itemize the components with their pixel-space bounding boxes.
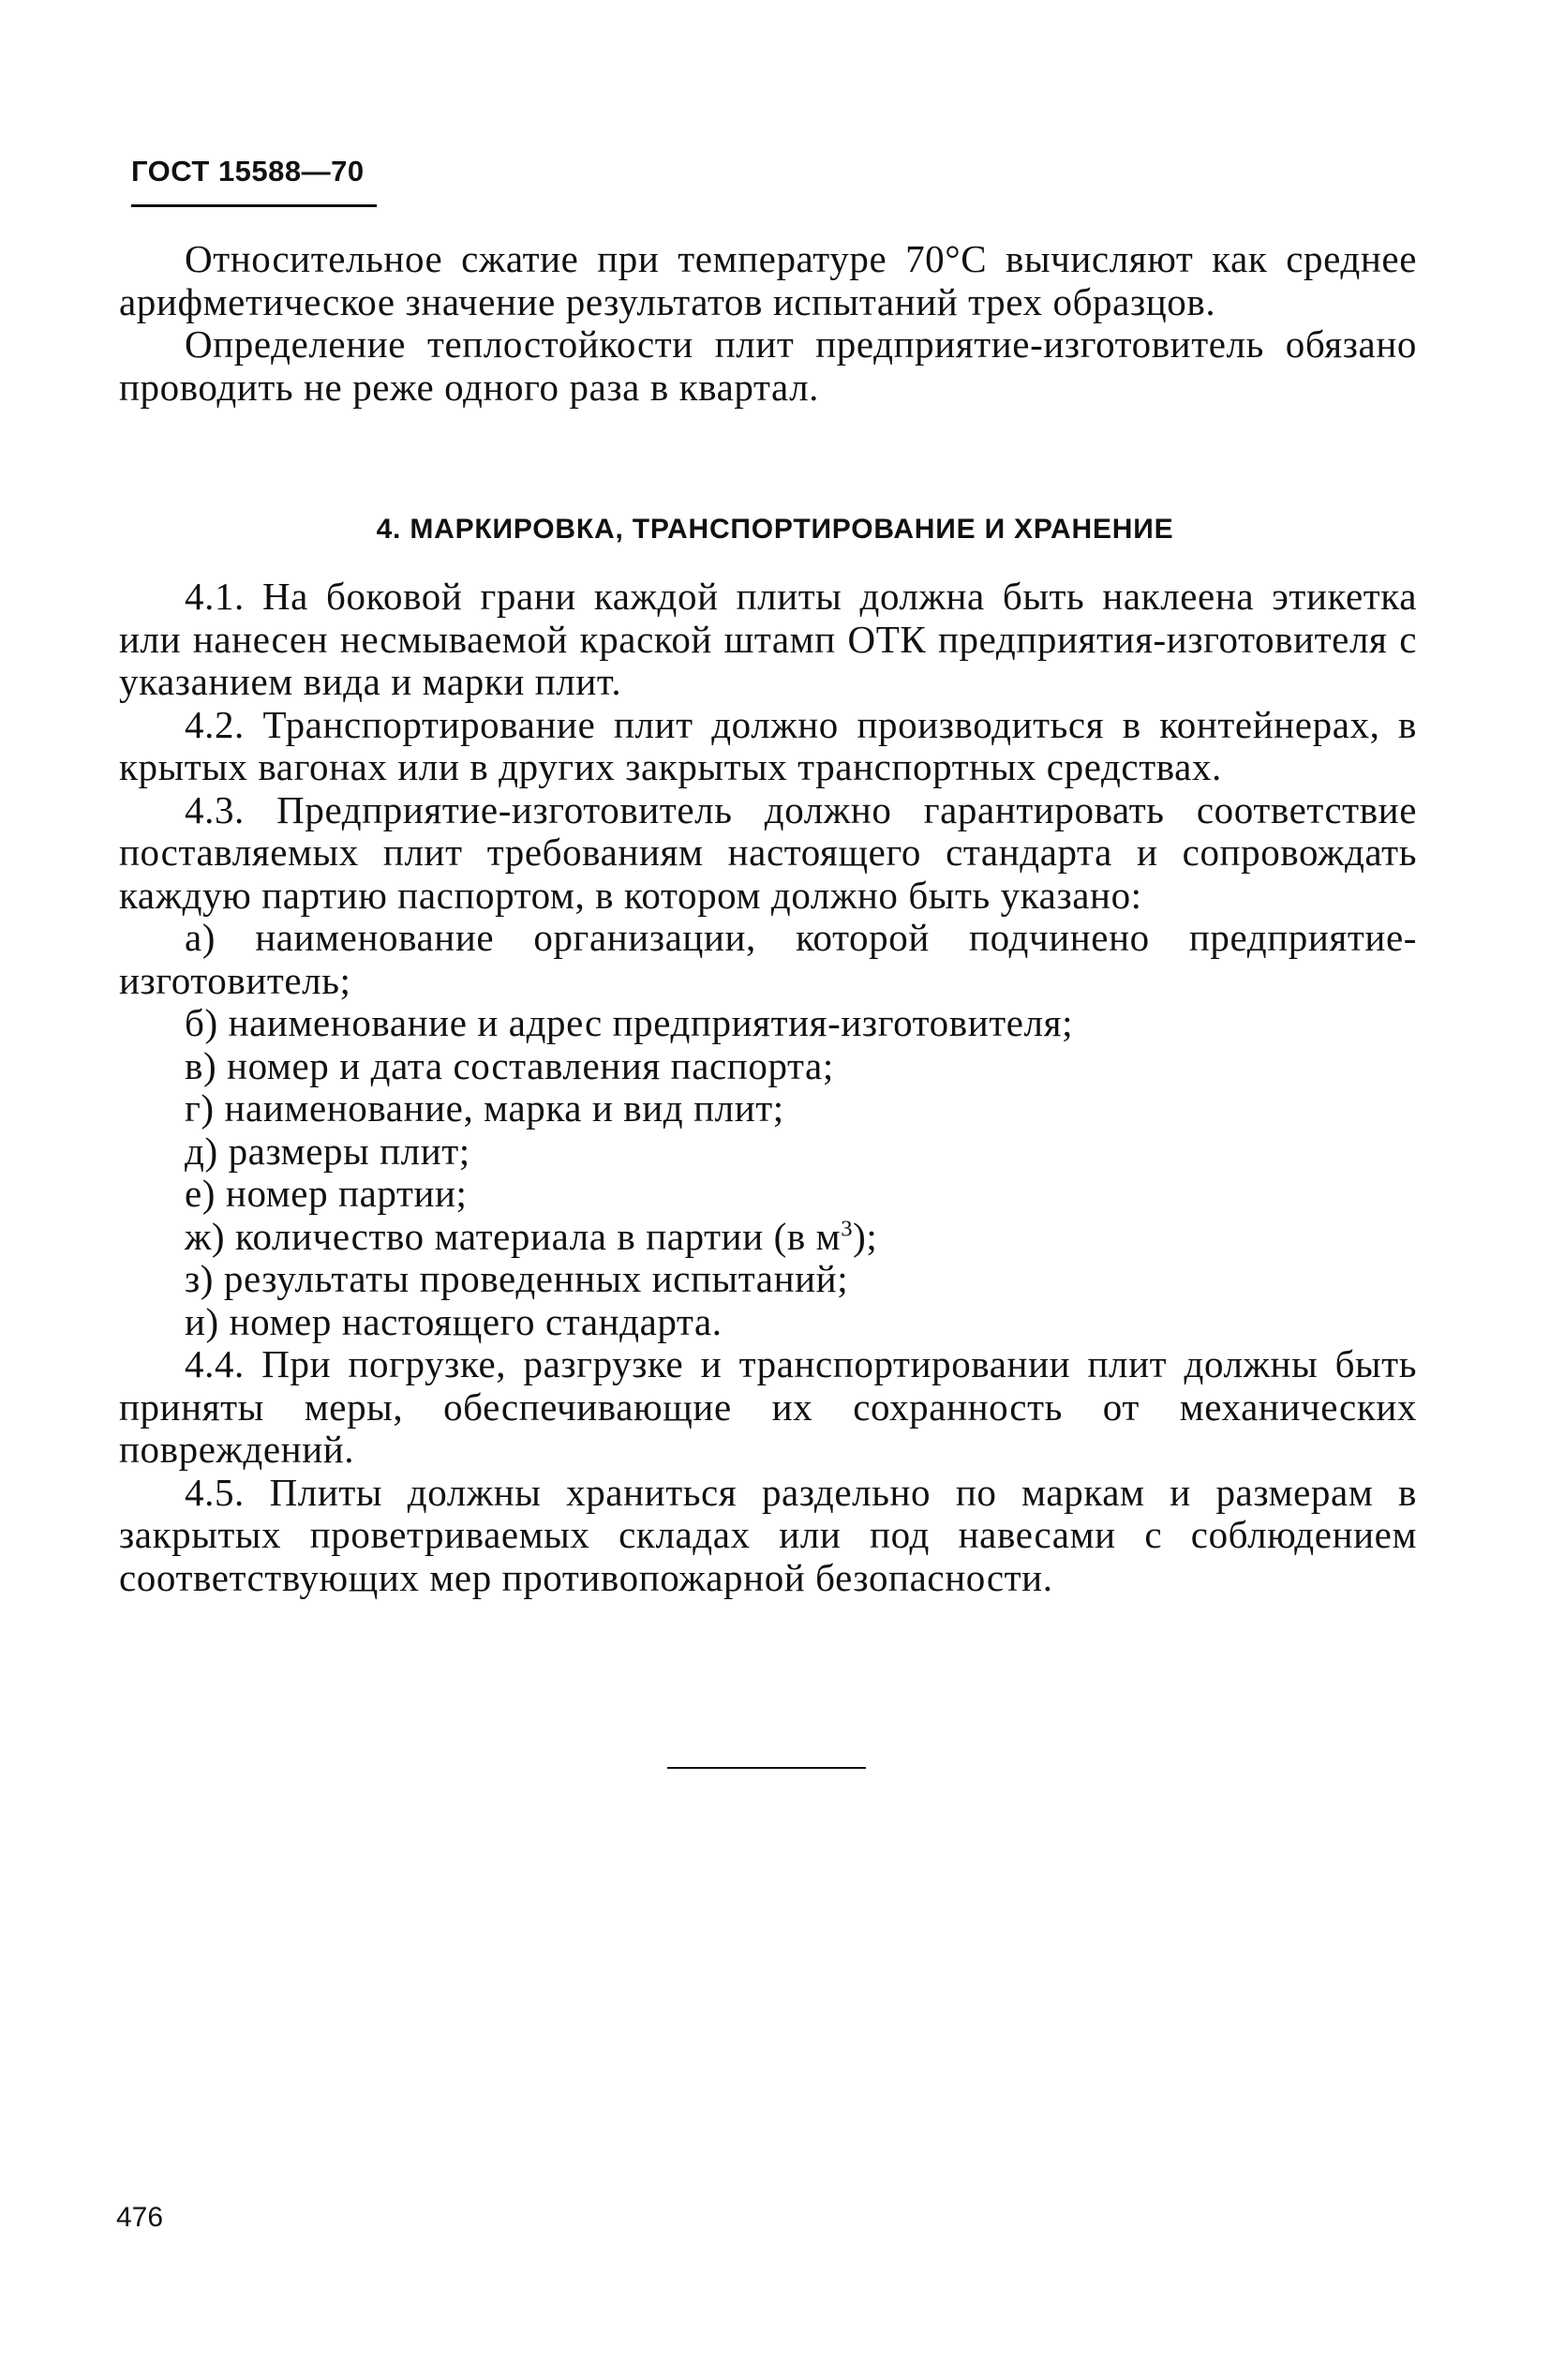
list-item-d: д) размеры плит; — [185, 1129, 470, 1173]
section-title: 4. МАРКИРОВКА, ТРАНСПОРТИРОВАНИЕ И ХРАНЕНИЕ — [376, 514, 1174, 545]
paragraph-4-3: 4.3. Предприятие-изготовитель должно гарантировать соответствие поставляемых плит требованиям настоящего стандарта и сопровождать каждую партию паспортом, в котором должно быть указано: — [119, 787, 1417, 917]
list-item-z: з) результаты проведенных испытаний; — [185, 1257, 849, 1300]
paragraph-4-2: 4.2. Транспортирование плит должно производиться в контейнерах, в крытых вагонах или в других закрытых транспортных средствах. — [119, 702, 1417, 788]
list-item-zh-tail: ); — [853, 1214, 878, 1258]
document-header: ГОСТ 15588—70 — [131, 155, 365, 187]
list-item-zh-text: ж) количество материала в партии (в м — [185, 1214, 842, 1258]
list-item-a: а) наименование организации, которой подчинено предприятие-изготовитель; — [119, 916, 1417, 1002]
page-number: 476 — [116, 2202, 164, 2233]
paragraph-4-1: 4.1. На боковой грани каждой плиты должна быть наклеена этикетка или нанесен несмываемой краской штамп ОТК предприятия-изготовителя с указанием вида и марки плит. — [119, 575, 1417, 703]
paragraph-4-4: 4.4. При погрузке, разгрузке и транспортировании плит должны быть приняты меры, обеспечивающие их сохранность от механических повреждений. — [119, 1342, 1417, 1471]
list-item-g: г) наименование, марка и вид плит; — [185, 1086, 784, 1130]
section-body — [119, 576, 1417, 1599]
intro-paragraph-2: Определение теплостойкости плит предприятие-изготовитель обязано проводить не реже одного раза в квартал. — [119, 322, 1417, 409]
intro-block — [119, 238, 1417, 409]
list-item-e: е) номер партии; — [185, 1172, 468, 1215]
list-item-zh — [119, 1216, 1417, 1259]
list-item-v: в) номер и дата составления паспорта; — [185, 1043, 834, 1087]
paragraph-4-5: 4.5. Плиты должны храниться раздельно по маркам и размерам в закрытых проветриваемых складах или под навесами с соблюдением соответствующих мер противопожарной безопасности. — [119, 1470, 1417, 1599]
intro-paragraph-1: Относительное сжатие при температуре 70°С вычисляют как среднее арифметическое значение результатов испытаний трех образцов. — [119, 237, 1417, 323]
cubic-superscript: 3 — [841, 1215, 854, 1241]
list-item-b: б) наименование и адрес предприятия-изготовителя; — [185, 1001, 1074, 1044]
header-underline — [131, 204, 377, 207]
end-rule — [667, 1767, 866, 1769]
list-item-i: и) номер настоящего стандарта. — [185, 1299, 723, 1343]
